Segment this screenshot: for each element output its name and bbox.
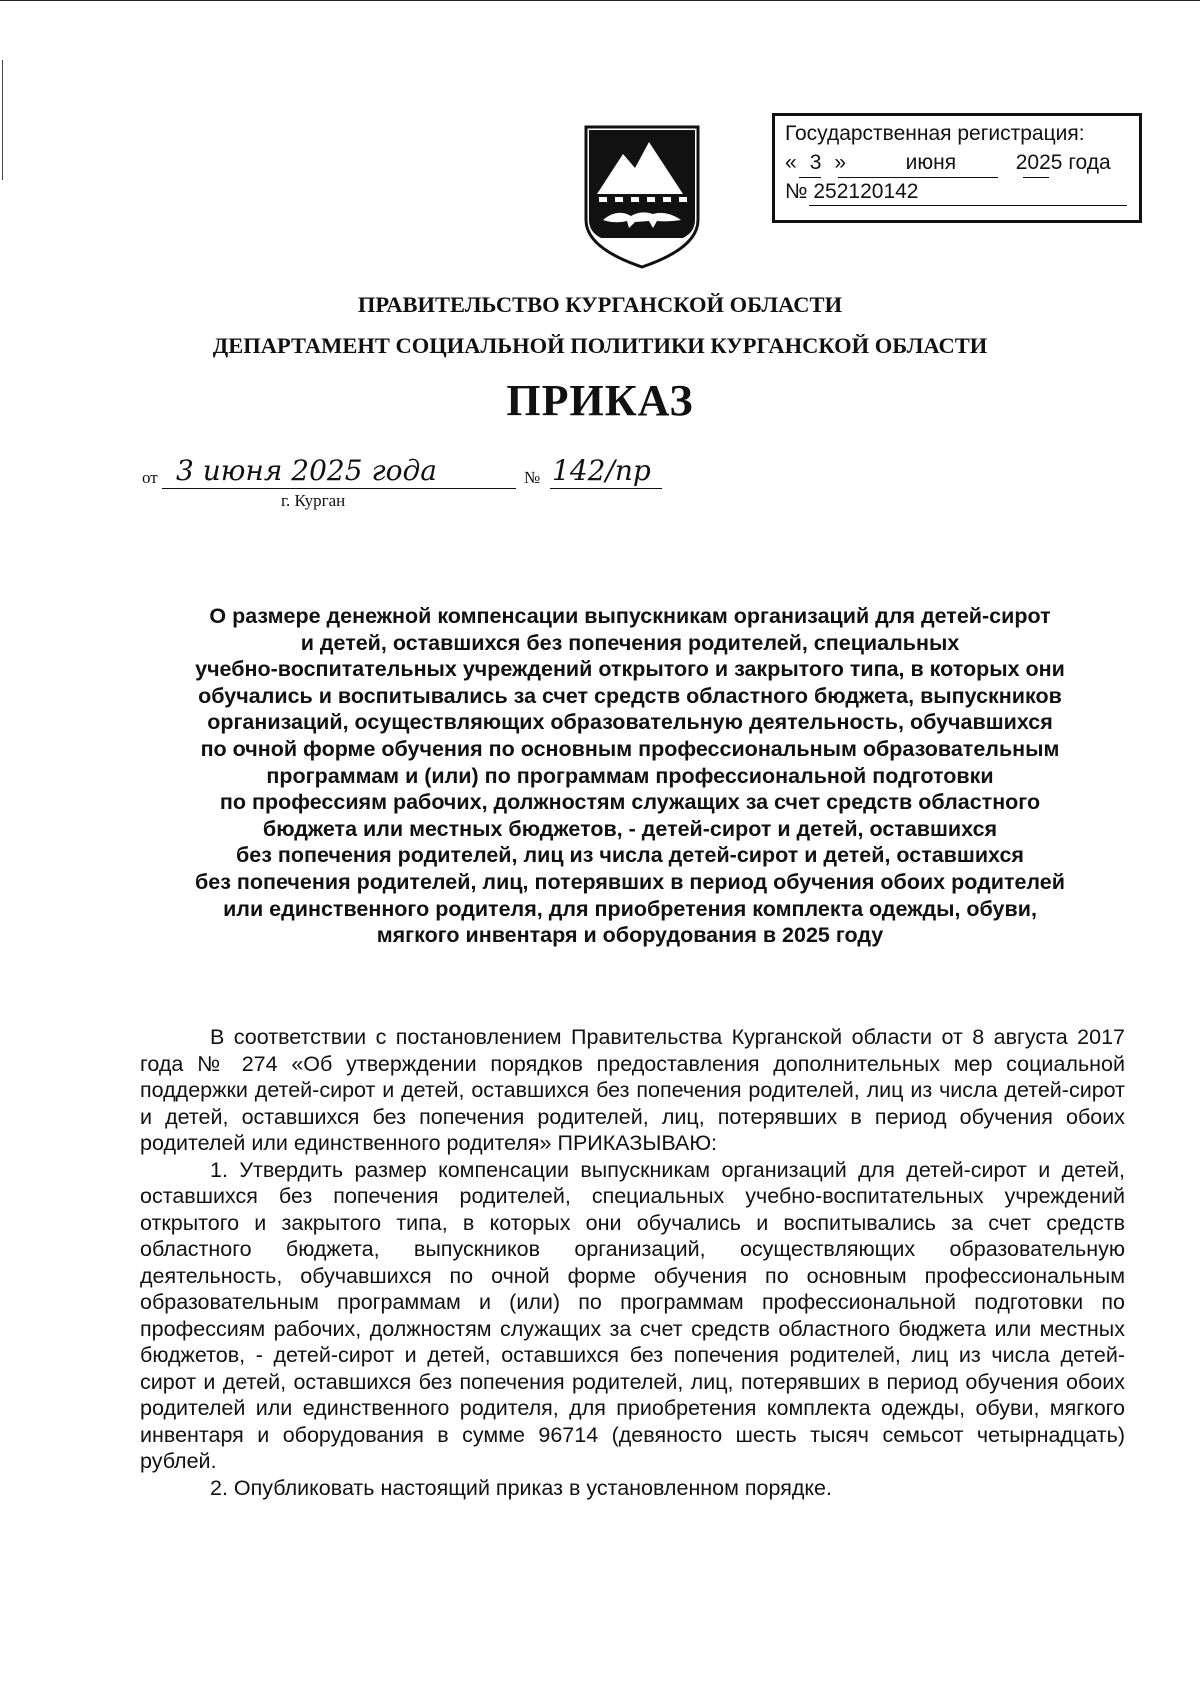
registration-number-row bbox=[785, 180, 919, 204]
title-line: мягкого инвентаря и оборудования в 2025 году bbox=[376, 923, 884, 948]
title-line: и детей, оставшихся без попечения родителей, специальных bbox=[300, 630, 960, 655]
scan-edge-left bbox=[2, 60, 3, 180]
order-number-handwritten: 142/пр bbox=[552, 454, 651, 487]
title-line: без попечения родителей, лиц, потерявших в период обучения обоих родителей bbox=[195, 869, 1065, 894]
government-header: ПРАВИТЕЛЬСТВО КУРГАНСКОЙ ОБЛАСТИ bbox=[357, 292, 843, 317]
quote-close: » bbox=[834, 151, 847, 174]
registration-year-prefix: 20 bbox=[1015, 151, 1040, 174]
scan-edge-top bbox=[0, 0, 1200, 1]
registration-date-row bbox=[785, 151, 1111, 175]
preamble-paragraph: В соответствии с постановлением Правительства Курганской области от 8 августа 2017 года № 274 «Об утверждении порядков предоставления дополнительных мер социальной поддержки детей-сирот и детей, оставшихся без попечения родителей, лиц из числа детей-сирот и детей, оставшихся без попечения родителей, лиц, потерявших в период обучения обоих родителей или единственного родителя» ПРИКАЗЫВАЮ: bbox=[140, 1025, 1125, 1155]
document-type-title: ПРИКАЗ bbox=[506, 376, 694, 425]
order-number-underline bbox=[550, 488, 662, 489]
registration-year-suffix: 25 bbox=[1039, 151, 1063, 174]
title-line: по профессиям рабочих, должностям служащих за счет средств областного bbox=[219, 790, 1041, 815]
order-title bbox=[130, 603, 1130, 949]
title-line: организаций, осуществляющих образовательную деятельность, обучавшихся bbox=[207, 710, 1053, 735]
order-number-label: № bbox=[524, 468, 541, 487]
clause-2-paragraph: 2. Опубликовать настоящий приказ в установленном порядке. bbox=[210, 1475, 832, 1500]
order-body bbox=[140, 1024, 1125, 1501]
underline-number bbox=[809, 205, 1127, 206]
registration-year-word: года bbox=[1068, 151, 1111, 174]
title-line: без попечения родителей, лиц из числа детей-сирот и детей, оставшихся bbox=[236, 843, 1024, 868]
title-line: программам и (или) по программам профессиональной подготовки bbox=[266, 763, 994, 788]
registration-stamp bbox=[772, 113, 1142, 223]
registration-month: июня bbox=[905, 151, 957, 174]
registration-title: Государственная регистрация: bbox=[785, 122, 1085, 145]
coat-of-arms-emblem bbox=[583, 124, 701, 270]
quote-open: « bbox=[785, 151, 797, 174]
order-date-handwritten: 3 июня 2025 года bbox=[176, 454, 437, 487]
title-line: по очной форме обучения по основным профессиональным образовательным bbox=[200, 736, 1060, 761]
registration-number-label: № bbox=[785, 180, 808, 203]
order-from-label: от bbox=[142, 468, 158, 487]
title-line: учебно-воспитательных учреждений открытого и закрытого типа, в которых они bbox=[195, 657, 1065, 682]
department-header: ДЕПАРТАМЕНТ СОЦИАЛЬНОЙ ПОЛИТИКИ КУРГАНСКОЙ ОБЛАСТИ bbox=[212, 333, 988, 358]
underline-month bbox=[838, 177, 998, 178]
clause-1-paragraph: 1. Утвердить размер компенсации выпускникам организаций для детей-сирот и детей, оставшихся без попечения родителей, специальных учебно-воспитательных учреждений открытого и закрытого типа, в которых они обучались и воспитывались за счет средств областного бюджета, выпускников организаций, осуществляющих образовательную деятельность, обучавшихся по очной форме обучения по основным профессиональным образовательным программам и (или) по программам профессиональной подготовки по профессиям рабочих, должностям служащих за счет средств областного бюджета или местных бюджетов, - детей-сирот и детей, оставшихся без попечения родителей, лиц из числа детей-сирот и детей, оставшихся без попечения родителей, лиц, потерявших в период обучения обоих родителей или единственного родителя, для приобретения комплекта одежды, обуви, мягкого инвентаря и оборудования в сумме 96714 (девяносто шесть тысяч семьсот четырнадцать) рублей. bbox=[140, 1157, 1125, 1473]
title-line: бюджета или местных бюджетов, - детей-сирот и детей, оставшихся bbox=[262, 816, 998, 841]
title-line: обучались и воспитывались за счет средств областного бюджета, выпускников bbox=[198, 683, 1062, 708]
underline-day bbox=[799, 177, 821, 178]
registration-day: 3 bbox=[809, 151, 822, 174]
underline-year bbox=[1023, 177, 1049, 178]
registration-number: 252120142 bbox=[813, 180, 919, 203]
order-date-underline bbox=[162, 488, 516, 489]
order-city: г. Курган bbox=[281, 491, 346, 510]
title-line: О размере денежной компенсации выпускникам организаций для детей-сирот bbox=[209, 604, 1051, 628]
title-line: или единственного родителя, для приобретения комплекта одежды, обуви, bbox=[223, 896, 1037, 921]
